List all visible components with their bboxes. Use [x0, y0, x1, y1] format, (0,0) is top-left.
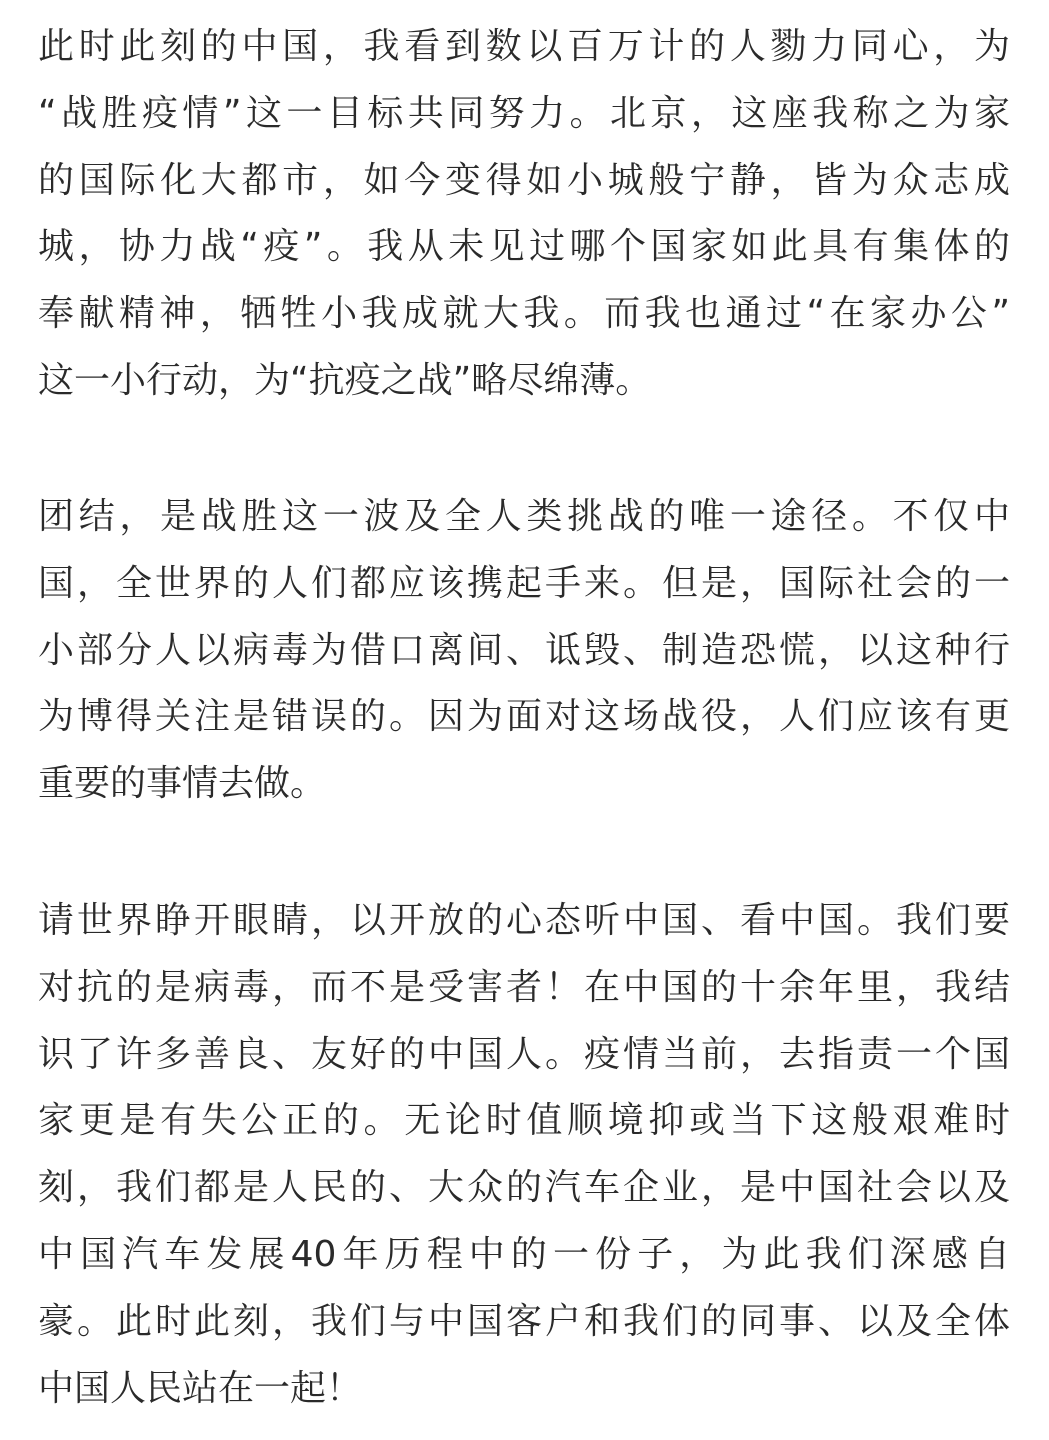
paragraph-3 — [38, 888, 1010, 1422]
text-line: 对抗的是病毒，而不是受害者！在中国的十余年里，我结 — [38, 966, 1010, 1008]
text-line: 重要的事情去做。 — [38, 763, 327, 805]
paragraph-1 — [38, 14, 1010, 415]
text-line: 奉献精神，牺牲小我成就大我。而我也通过“在家办公” — [38, 293, 1010, 335]
text-line: 团结，是战胜这一波及全人类挑战的唯一途径。不仅中 — [38, 496, 1010, 537]
text-line: 豪。此时此刻，我们与中国客户和我们的同事、以及全体 — [38, 1300, 1010, 1342]
text-line: 刻，我们都是人民的、大众的汽车企业，是中国社会以及 — [38, 1167, 1010, 1209]
text-line: 请世界睁开眼睛，以开放的心态听中国、看中国。我们要 — [38, 900, 1010, 941]
text-line: “战胜疫情”这一目标共同努力。北京，这座我称之为家 — [38, 92, 1010, 134]
text-line: 识了许多善良、友好的中国人。疫情当前，去指责一个国 — [38, 1033, 1010, 1075]
text-line: 此时此刻的中国，我看到数以百万计的人勠力同心，为 — [38, 26, 1010, 67]
text-line: 的国际化大都市，如今变得如小城般宁静，皆为众志成 — [38, 159, 1010, 201]
text-line: 中国汽车发展40年历程中的一份子，为此我们深感自 — [38, 1233, 1010, 1275]
text-line: 家更是有失公正的。无论时值顺境抑或当下这般艰难时 — [38, 1100, 1010, 1142]
text-line: 为博得关注是错误的。因为面对这场战役，人们应该有更 — [38, 696, 1010, 738]
text-line: 国，全世界的人们都应该携起手来。但是，国际社会的一 — [38, 562, 1010, 604]
text-line: 这一小行动，为“抗疫之战”略尽绵薄。 — [38, 359, 652, 401]
paragraph-2 — [38, 484, 1010, 818]
text-line: 城，协力战“疫”。我从未见过哪个国家如此具有集体的 — [38, 226, 1010, 268]
text-line: 中国人民站在一起！ — [38, 1367, 363, 1409]
text-line: 小部分人以病毒为借口离间、诋毁、制造恐慌，以这种行 — [38, 629, 1010, 671]
